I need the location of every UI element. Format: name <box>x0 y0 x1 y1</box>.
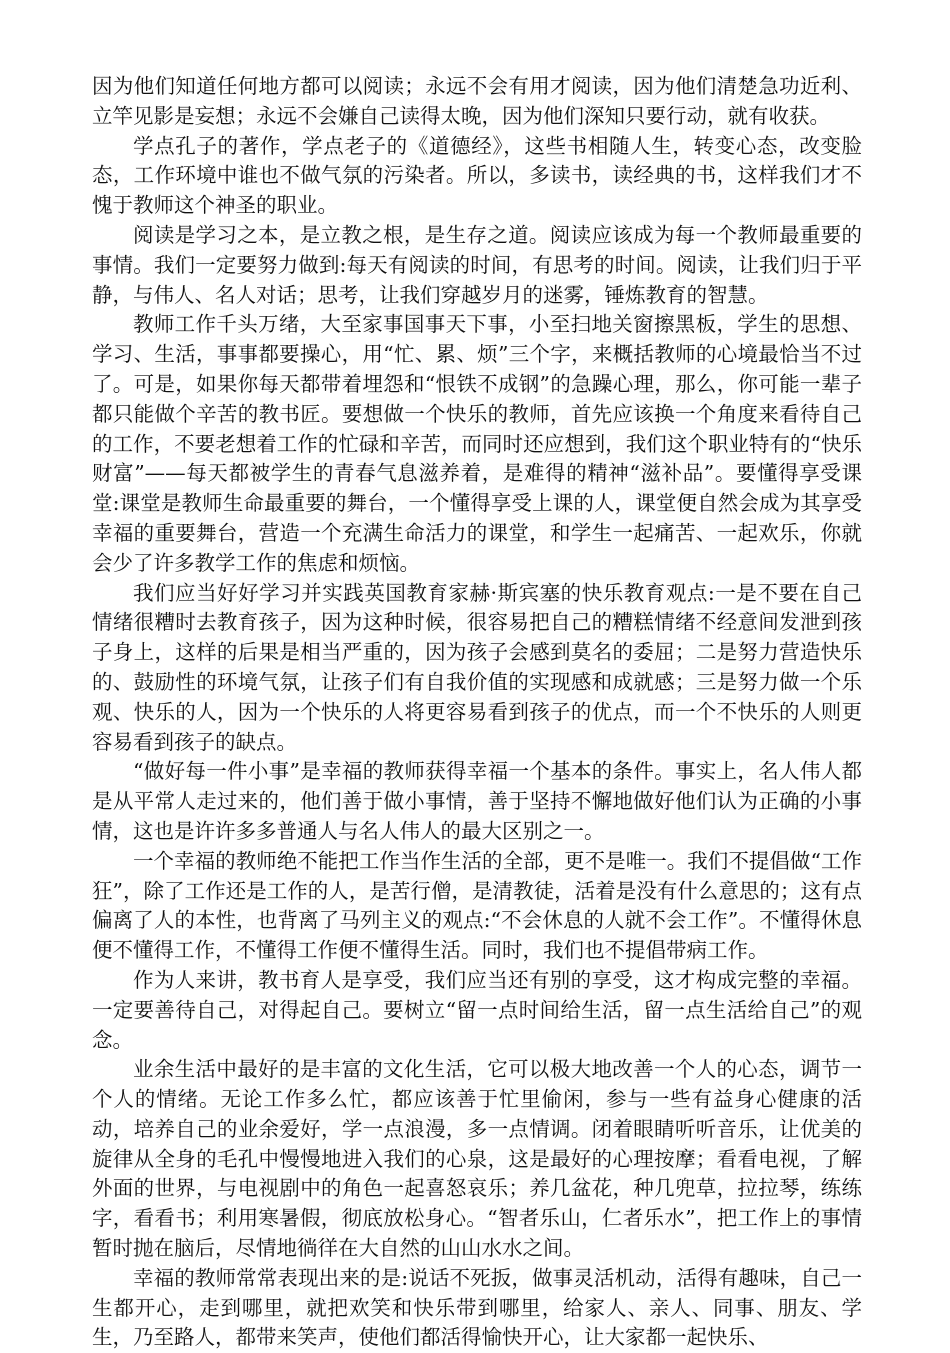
paragraph-9: 业余生活中最好的是丰富的文化生活，它可以极大地改善一个人的心态，调节一个人的情绪。无论工作多么忙，都应该善于忙里偷闲，参与一些有益身心健康的活动，培养自己的业余爱好，学一点浪漫，多一点情调。闭着眼睛听听音乐，让优美的旋律从全身的毛孔中慢慢地进入我们的心泉，这是最好的心理按摩；看看电视，了解外面的世界，与电视剧中的角色一起喜怒哀乐；养几盆花，种几兜草，拉拉琴，练练字，看看书；利用寒暑假，彻底放松身心。“智者乐山，仁者乐水”，把工作上的事情暂时抛在脑后，尽情地徜徉在大自然的山山水水之间。 <box>92 1057 862 1261</box>
paragraph-8: 作为人来讲，教书育人是享受，我们应当还有别的享受，这才构成完整的幸福。一定要善待自己，对得起自己。要树立“留一点时间给生活，留一点生活给自己”的观念。 <box>92 967 862 1052</box>
document-body <box>92 72 862 1353</box>
paragraph-3: 阅读是学习之本，是立教之根，是生存之道。阅读应该成为每一个教师最重要的事情。我们一定要努力做到:每天有阅读的时间，有思考的时间。阅读，让我们归于平静，与伟人、名人对话；思考，让我们穿越岁月的迷雾，锤炼教育的智慧。 <box>92 222 862 307</box>
paragraph-7: 一个幸福的教师绝不能把工作当作生活的全部，更不是唯一。我们不提倡做“工作狂”，除了工作还是工作的人，是苦行僧，是清教徒，活着是没有什么意思的；这有点偏离了人的本性，也背离了马列主义的观点:“不会休息的人就不会工作”。不懂得休息便不懂得工作，不懂得工作便不懂得生活。同时，我们也不提倡带病工作。 <box>92 848 862 963</box>
paragraph-10: 幸福的教师常常表现出来的是:说话不死扳，做事灵活机动，活得有趣味，自己一生都开心，走到哪里，就把欢笑和快乐带到哪里，给家人、亲人、同事、朋友、学生，乃至路人，都带来笑声，使他们都活得愉快开心，让大家都一起快乐、 <box>92 1265 862 1350</box>
paragraph-2: 学点孔子的著作，学点老子的《道德经》，这些书相随人生，转变心态，改变脸态，工作环境中谁也不做气氛的污染者。所以，多读书，读经典的书，这样我们才不愧于教师这个神圣的职业。 <box>92 133 862 218</box>
paragraph-6: “做好每一件小事”是幸福的教师获得幸福一个基本的条件。事实上，名人伟人都是从平常人走过来的，他们善于做小事情，善于坚持不懈地做好他们认为正确的小事情，这也是许许多多普通人与名人伟人的最大区别之一。 <box>92 759 862 843</box>
paragraph-1: 因为他们知道任何地方都可以阅读；永远不会有用才阅读，因为他们清楚急功近利、立竿见影是妄想；永远不会嫌自己读得太晚，因为他们深知只要行动，就有收获。 <box>92 74 862 128</box>
paragraph-5: 我们应当好好学习并实践英国教育家赫·斯宾塞的快乐教育观点:一是不要在自己情绪很糟时去教育孩子，因为这种时候，很容易把自己的糟糕情绪不经意间发泄到孩子身上，这样的后果是相当严重的，因为孩子会感到莫名的委屈；二是努力营造快乐的、鼓励性的环境气氛，让孩子们有自我价值的实现感和成就感；三是努力做一个乐观、快乐的人，因为一个快乐的人将更容易看到孩子的优点，而一个不快乐的人则更容易看到孩子的缺点。 <box>92 580 862 754</box>
paragraph-4: 教师工作千头万绪，大至家事国事天下事，小至扫地关窗擦黑板，学生的思想、学习、生活，事事都要操心，用“忙、累、烦”三个字，来概括教师的心境最恰当不过了。可是，如果你每天都带着埋怨和“恨铁不成钢”的急躁心理，那么，你可能一辈子都只能做个辛苦的教书匠。要想做一个快乐的教师，首先应该换一个角度来看待自己的工作，不要老想着工作的忙碌和辛苦，而同时还应想到，我们这个职业特有的“快乐财富”——每天都被学生的青春气息滋养着，是难得的精神“滋补品”。要懂得享受课堂:课堂是教师生命最重要的舞台，一个懂得享受上课的人，课堂便自然会成为其享受幸福的重要舞台，营造一个充满生命活力的课堂，和学生一起痛苦、一起欢乐，你就会少了许多教学工作的焦虑和烦恼。 <box>92 312 862 575</box>
